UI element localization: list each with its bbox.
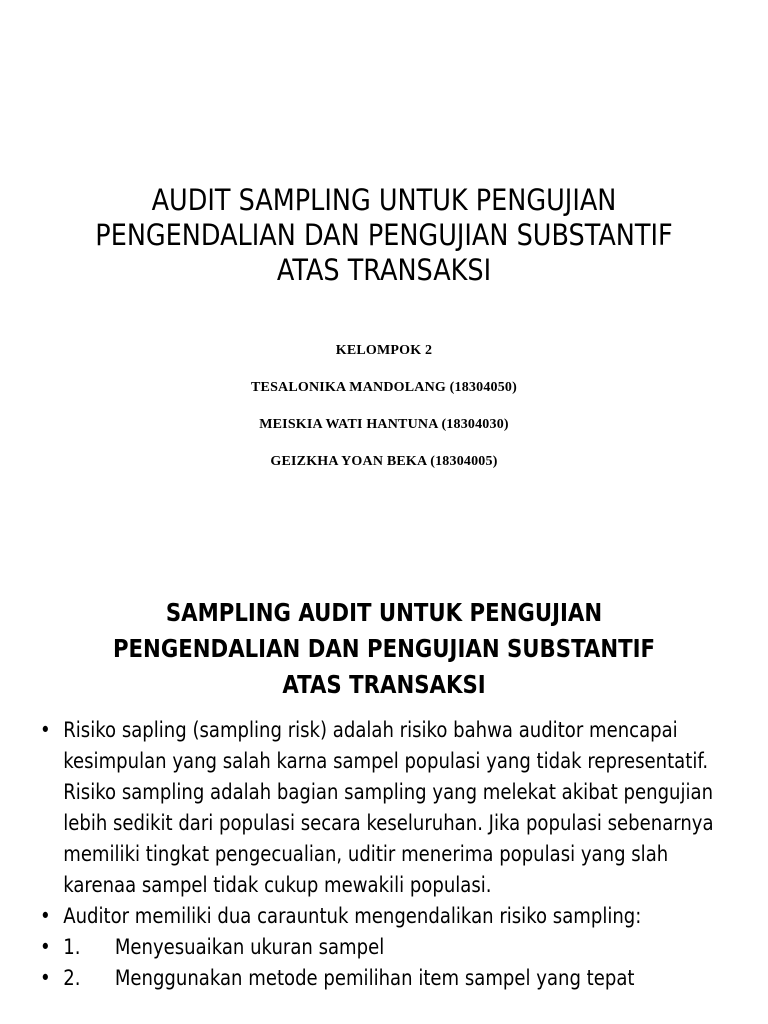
member-name: TESALONIKA MANDOLANG (18304050) — [251, 380, 517, 395]
bullet-item — [40, 901, 740, 932]
bullet-text: Menyesuaikan ukuran sampel — [114, 935, 385, 959]
bullet-text: Auditor memiliki dua carauntuk mengendalikan risiko sampling: — [63, 904, 642, 928]
presentation-title: AUDIT SAMPLING UNTUK PENGUJIAN PENGENDALIAN DAN PENGUJIAN SUBSTANTIF ATAS TRANSAKSI — [95, 183, 673, 287]
item-number: 2. — [63, 966, 81, 990]
member-name: MEISKIA WATI HANTUNA (18304030) — [259, 417, 509, 432]
bullet-text: Menggunakan metode pemilihan item sampel yang tepat — [114, 966, 635, 990]
bullet-item — [40, 963, 740, 994]
group-member-list — [0, 341, 768, 489]
item-number: 1. — [63, 935, 81, 959]
bullet-icon: • — [40, 718, 51, 742]
bullet-item — [40, 932, 740, 963]
slide-content — [0, 566, 768, 1024]
slide-heading: SAMPLING AUDIT UNTUK PENGUJIAN PENGENDALIAN DAN PENGUJIAN SUBSTANTIF ATAS TRANSAKSI — [112, 598, 656, 699]
bullet-list — [40, 715, 740, 994]
bullet-item — [40, 715, 740, 901]
member-name: GEIZKHA YOAN BEKA (18304005) — [270, 454, 498, 469]
group-label: KELOMPOK 2 — [335, 343, 433, 358]
bullet-icon: • — [40, 935, 51, 959]
bullet-icon: • — [40, 966, 51, 990]
bullet-text: Risiko sapling (sampling risk) adalah risiko bahwa auditor mencapai kesimpulan yang salah karna sampel populasi yang tidak representatif. Risiko sampling adalah bagian sampling yang melekat akibat pengujian lebih sedikit dari populasi secara keseluruhan. Jika populasi sebenarnya memiliki tingkat pengecualian, uditir menerima populasi yang slah karenaa sampel tidak cukup mewakili populasi. — [63, 718, 714, 897]
bullet-icon: • — [40, 904, 51, 928]
